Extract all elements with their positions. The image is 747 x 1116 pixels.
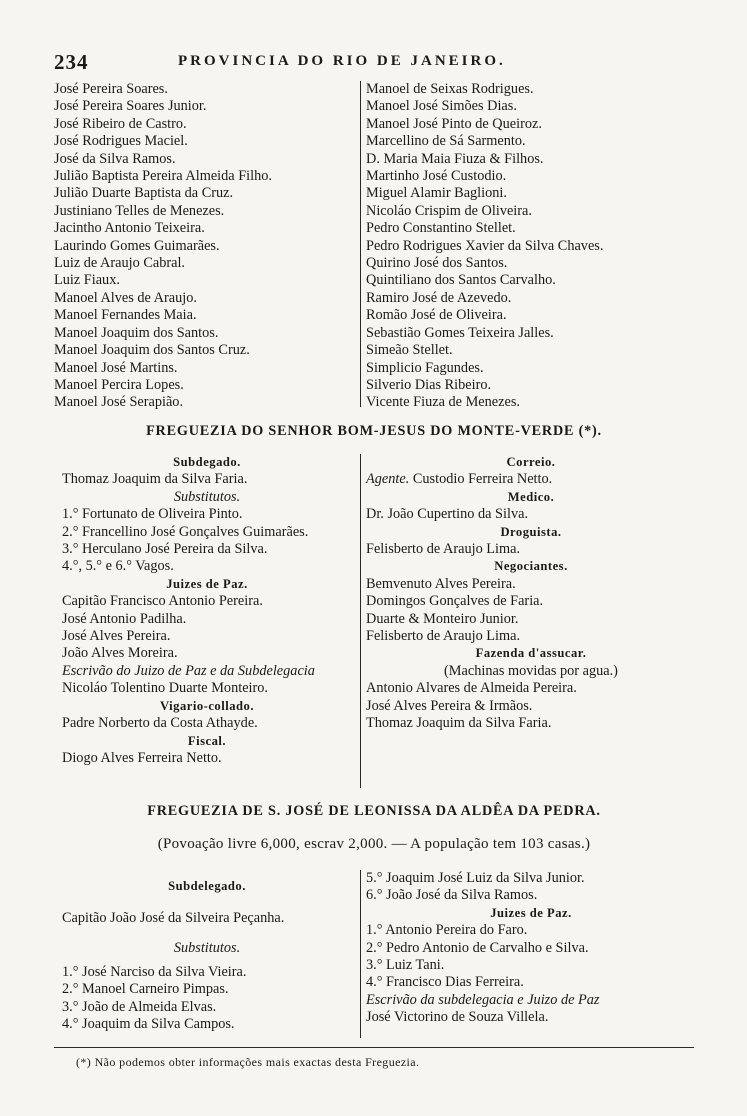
substituto-item: 1.° José Narciso da Silva Vieira. xyxy=(62,964,247,980)
droguista-name: Felisberto de Araujo Lima. xyxy=(366,541,521,558)
page-number: 234 xyxy=(54,50,89,74)
subdelegado-name: Thomaz Joaquim da Silva Faria. xyxy=(62,471,248,488)
footnote-rule xyxy=(54,1047,694,1048)
list-item: Simeão Stellet. xyxy=(366,342,453,359)
escrivao-label: Escrivão do Juizo de Paz e da Subdelegacia xyxy=(62,662,315,679)
list-item: Marcellino de Sá Sarmento. xyxy=(366,133,526,150)
continued-list-left xyxy=(54,81,360,412)
subdelegado-heading: Subdelegado. xyxy=(168,879,246,893)
list-item: Manoel Joaquim dos Santos Cruz. xyxy=(54,342,250,359)
list-item: Justiniano Telles de Menezes. xyxy=(54,202,225,219)
section-monte-verde xyxy=(54,454,694,790)
section-aldea-da-pedra xyxy=(54,870,694,1042)
list-item: José Ribeiro de Castro. xyxy=(54,115,187,132)
substituto-item: 2.° Francellino José Gonçalves Guimarães. xyxy=(62,523,309,540)
vigario-heading: Vigario-collado. xyxy=(160,698,254,713)
section-monte-verde-left xyxy=(54,454,360,767)
substitutos-heading: Substitutos. xyxy=(173,488,241,505)
substituto-item: 6.° João José da Silva Ramos. xyxy=(366,887,538,904)
list-item: José Pereira Soares Junior. xyxy=(54,98,207,115)
list-item: Miguel Alamir Baglioni. xyxy=(366,185,507,202)
substituto-item: 4.°, 5.° e 6.° Vagos. xyxy=(62,558,174,575)
list-item: Manoel José Simões Dias. xyxy=(366,98,517,115)
vigario-name: Padre Norberto da Costa Athayde. xyxy=(62,715,258,732)
list-item: Martinho José Custodio. xyxy=(366,168,507,185)
continued-list-right xyxy=(366,81,696,412)
medico-heading: Medico. xyxy=(507,489,555,504)
list-item: Vicente Fiuza de Menezes. xyxy=(366,394,520,411)
juizes-heading: Juizes de Paz. xyxy=(490,905,572,920)
column-divider xyxy=(360,81,361,407)
list-item: D. Maria Maia Fiuza & Filhos. xyxy=(366,150,544,167)
list-item: José da Silva Ramos. xyxy=(54,150,176,167)
juiz-item: João Alves Moreira. xyxy=(62,645,178,662)
negociante-item: Bemvenuto Alves Pereira. xyxy=(366,575,516,592)
fazenda-item: Thomaz Joaquim da Silva Faria. xyxy=(366,715,552,732)
substituto-item: 5.° Joaquim José Luiz da Silva Junior. xyxy=(366,870,585,886)
section-title-aldea-da-pedra: FREGUEZIA DE S. JOSÉ DE LEONISSA DA ALDÊA DA PEDRA. xyxy=(147,803,601,819)
section-aldea-right xyxy=(366,870,696,1027)
negociantes-heading: Negociantes. xyxy=(494,559,568,574)
page-header xyxy=(54,50,694,76)
substituto-item: 3.° Herculano José Pereira da Silva. xyxy=(62,541,268,558)
list-item: Manoel Alves de Araujo. xyxy=(54,289,197,306)
substituto-item: 2.° Manoel Carneiro Pimpas. xyxy=(62,981,229,998)
list-item: Nicoláo Crispim de Oliveira. xyxy=(366,202,532,219)
escrivao-label: Escrivão da subdelegacia e Juizo de Paz xyxy=(366,991,600,1008)
medico-name: Dr. João Cupertino da Silva. xyxy=(366,506,529,523)
list-item: Julião Baptista Pereira Almeida Filho. xyxy=(54,168,272,185)
list-item: Manoel Percira Lopes. xyxy=(54,376,184,393)
column-divider xyxy=(360,454,361,788)
escrivao-name: Nicoláo Tolentino Duarte Monteiro. xyxy=(62,680,268,697)
list-item: Luiz Fiaux. xyxy=(54,272,120,289)
juiz-item: Capitão Francisco Antonio Pereira. xyxy=(62,593,263,610)
population-note: (Povoação livre 6,000, escrav 2,000. — A população tem 103 casas.) xyxy=(157,836,591,852)
substitutos-heading: Substitutos. xyxy=(173,940,241,956)
juiz-item: José Antonio Padilha. xyxy=(62,610,187,627)
list-item: Jacintho Antonio Teixeira. xyxy=(54,220,205,237)
substituto-item: 4.° Joaquim da Silva Campos. xyxy=(62,1016,235,1033)
list-item: Manoel José Martins. xyxy=(54,359,178,376)
substituto-item: 1.° Fortunato de Oliveira Pinto. xyxy=(62,506,243,523)
list-item: Julião Duarte Baptista da Cruz. xyxy=(54,185,234,202)
fazenda-item: Antonio Alvares de Almeida Pereira. xyxy=(366,680,577,697)
list-item: Romão José de Oliveira. xyxy=(366,307,507,324)
juiz-item: 2.° Pedro Antonio de Carvalho e Silva. xyxy=(366,939,589,956)
negociante-item: Domingos Gonçalves de Faria. xyxy=(366,593,544,610)
agente-name: Custodio Ferreira Netto. xyxy=(412,471,553,488)
list-item: Manoel de Seixas Rodrigues. xyxy=(366,81,534,97)
fazenda-heading: Fazenda d'assucar. xyxy=(475,646,587,661)
section-title-monte-verde: FREGUEZIA DO SENHOR BOM-JESUS DO MONTE-VERDE (*). xyxy=(146,423,602,439)
list-item: Silverio Dias Ribeiro. xyxy=(366,376,492,393)
running-title: PROVINCIA DO RIO DE JANEIRO. xyxy=(178,53,506,69)
subdelegado-name: Capitão João José da Silveira Peçanha. xyxy=(62,910,285,926)
list-item: Simplicio Fagundes. xyxy=(366,359,484,376)
column-divider xyxy=(360,870,361,1038)
fiscal-heading: Fiscal. xyxy=(187,733,227,748)
juiz-item: 4.° Francisco Dias Ferreira. xyxy=(366,974,524,991)
agente-label: Agente. xyxy=(366,471,410,488)
negociante-item: Felisberto de Araujo Lima. xyxy=(366,628,521,645)
juiz-item: José Alves Pereira. xyxy=(62,628,171,645)
list-item: Manoel Joaquim dos Santos. xyxy=(54,324,219,341)
section-aldea-left xyxy=(54,870,360,1034)
list-item: Luiz de Araujo Cabral. xyxy=(54,255,186,272)
juiz-item: 1.° Antonio Pereira do Faro. xyxy=(366,922,528,939)
juizes-heading: Juizes de Paz. xyxy=(166,576,248,591)
list-item: Manoel José Pinto de Queiroz. xyxy=(366,115,542,132)
fazenda-item: José Alves Pereira & Irmãos. xyxy=(366,697,533,714)
list-item: Quirino José dos Santos. xyxy=(366,255,508,272)
correio-heading: Correio. xyxy=(506,455,556,469)
list-item: Pedro Constantino Stellet. xyxy=(366,220,516,237)
list-item: Quintiliano dos Santos Carvalho. xyxy=(366,272,556,289)
continued-list xyxy=(54,81,694,413)
list-item: José Rodrigues Maciel. xyxy=(54,133,188,150)
footnote: (*) Não podemos obter informações mais exactas desta Freguezia. xyxy=(76,1055,420,1069)
list-item: Ramiro José de Azevedo. xyxy=(366,289,512,306)
section-monte-verde-right xyxy=(366,454,696,733)
list-item: Sebastião Gomes Teixeira Jalles. xyxy=(366,324,554,341)
escrivao-name: José Victorino de Souza Villela. xyxy=(366,1009,549,1026)
list-item: Manoel Fernandes Maia. xyxy=(54,307,197,324)
substituto-item: 3.° João de Almeida Elvas. xyxy=(62,998,217,1015)
fiscal-name: Diogo Alves Ferreira Netto. xyxy=(62,749,222,766)
droguista-heading: Droguista. xyxy=(500,524,562,539)
negociante-item: Duarte & Monteiro Junior. xyxy=(366,610,519,627)
list-item: José Pereira Soares. xyxy=(54,81,168,97)
subdelegado-heading: Subdegado. xyxy=(173,455,241,469)
list-item: Laurindo Gomes Guimarães. xyxy=(54,237,220,254)
list-item: Pedro Rodrigues Xavier da Silva Chaves. xyxy=(366,237,604,254)
list-item: Manoel José Serapião. xyxy=(54,394,184,411)
fazenda-note: (Machinas movidas por agua.) xyxy=(444,662,618,679)
juiz-item: 3.° Luiz Tani. xyxy=(366,957,445,974)
